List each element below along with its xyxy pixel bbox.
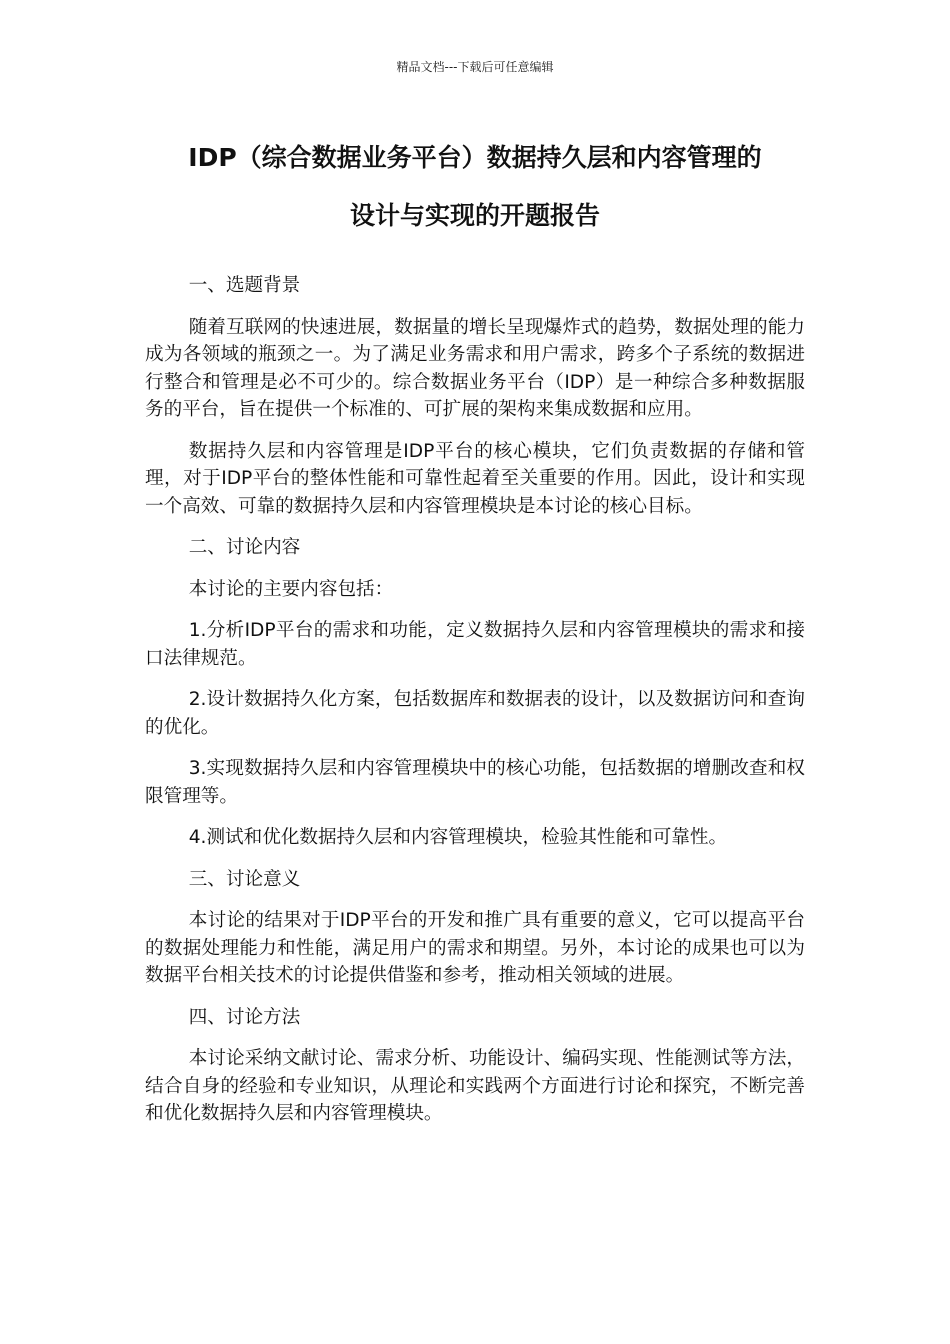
document-title-line-2: 设计与实现的开题报告 <box>349 201 600 230</box>
paragraph: 本讨论的结果对于IDP平台的开发和推广具有重要的意义，它可以提高平台的数据处理能力和性能，满足用户的需求和期望。另外，本讨论的成果也可以为数据平台相关技术的讨论提供借鉴和参考，推动相关领域的进展。 <box>145 910 805 986</box>
document-title-line-1: IDP（综合数据业务平台）数据持久层和内容管理的 <box>188 143 762 172</box>
document-body <box>145 272 805 1142</box>
paragraph: 本讨论采纳文献讨论、需求分析、功能设计、编码实现、性能测试等方法，结合自身的经验和专业知识，从理论和实践两个方面进行讨论和探究，不断完善和优化数据持久层和内容管理模块。 <box>145 1048 805 1124</box>
paragraph: 数据持久层和内容管理是IDP平台的核心模块，它们负责数据的存储和管理，对于IDP平台的整体性能和可靠性起着至关重要的作用。因此，设计和实现一个高效、可靠的数据持久层和内容管理模块是本讨论的核心目标。 <box>145 440 805 517</box>
list-item: 1.分析IDP平台的需求和功能，定义数据持久层和内容管理模块的需求和接口法律规范。 <box>145 620 805 669</box>
paragraph: 本讨论的主要内容包括： <box>188 578 394 600</box>
paragraph: 随着互联网的快速进展，数据量的增长呈现爆炸式的趋势，数据处理的能力成为各领域的瓶颈之一。为了满足业务需求和用户需求，跨多个子系统的数据进行整合和管理是必不可少的。综合数据业务平台（IDP）是一种综合多种数据服务的平台，旨在提供一个标准的、可扩展的架构来集成数据和应用。 <box>145 316 805 420</box>
section-heading-method: 四、讨论方法 <box>188 1006 301 1028</box>
header-note: 精品文档---下载后可任意编辑 <box>396 60 554 74</box>
list-item: 4.测试和优化数据持久层和内容管理模块，检验其性能和可靠性。 <box>188 827 728 848</box>
section-heading-significance: 三、讨论意义 <box>188 868 301 890</box>
section-heading-content: 二、讨论内容 <box>188 537 301 558</box>
section-heading-background: 一、选题背景 <box>188 275 301 296</box>
list-item: 2.设计数据持久化方案，包括数据库和数据表的设计，以及数据访问和查询的优化。 <box>145 689 805 738</box>
list-item: 3.实现数据持久层和内容管理模块中的核心功能，包括数据的增删改查和权限管理等。 <box>145 758 805 807</box>
